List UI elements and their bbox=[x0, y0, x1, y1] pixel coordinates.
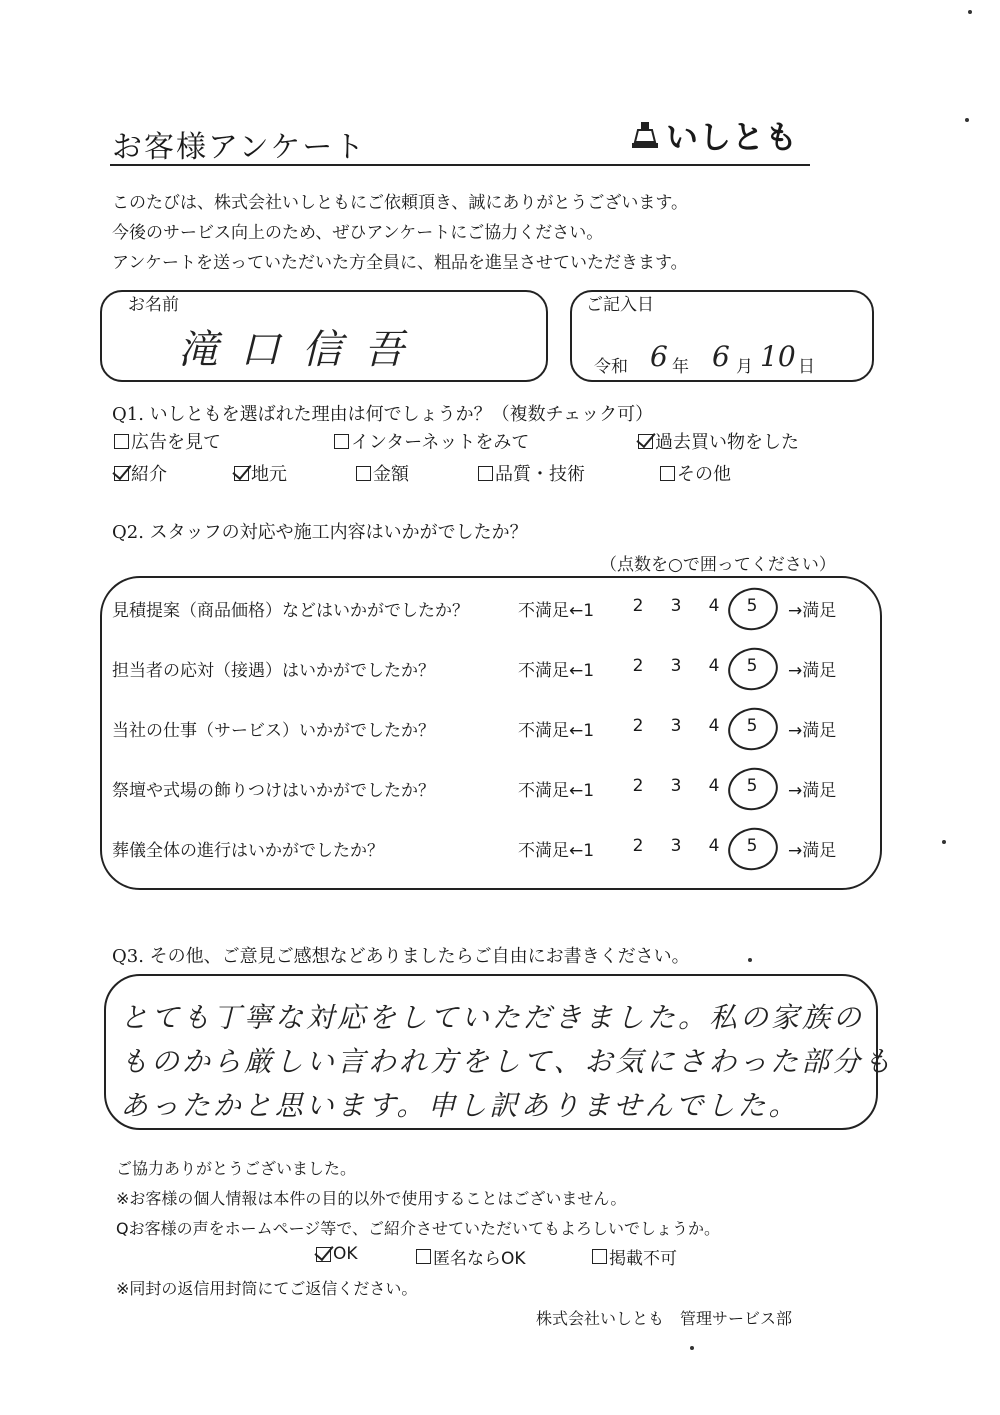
publish-checkbox-ok[interactable] bbox=[316, 1247, 331, 1262]
score-5[interactable]: 5 bbox=[746, 836, 758, 856]
score-3[interactable]: 3 bbox=[670, 596, 682, 616]
q1-checkbox-6[interactable] bbox=[478, 466, 493, 481]
score-2[interactable]: 2 bbox=[632, 596, 644, 616]
score-3[interactable]: 3 bbox=[670, 836, 682, 856]
scale-low: 不満足←1 bbox=[518, 661, 595, 681]
comment-line-1[interactable]: とても丁寧な対応をしていただきました。私の家族の bbox=[120, 1001, 865, 1034]
publish-option-no[interactable] bbox=[592, 1244, 677, 1269]
era-label: 令和 bbox=[594, 357, 628, 377]
scale-high: →満足 bbox=[788, 721, 837, 741]
q1-option-internet[interactable] bbox=[334, 428, 529, 454]
score-5[interactable]: 5 bbox=[746, 716, 758, 736]
q1-option-local[interactable] bbox=[234, 460, 287, 486]
name-value[interactable]: 滝口信吾 bbox=[178, 327, 426, 373]
title-underline bbox=[110, 164, 810, 166]
return-note: ※同封の返信用封筒にてご返信ください。 bbox=[116, 1279, 418, 1298]
q1-option-label: その他 bbox=[677, 464, 731, 485]
q2-question: Q2. スタッフの対応や施工内容はいかがでしたか？ bbox=[112, 522, 528, 543]
company-department: 株式会社いしとも 管理サービス部 bbox=[536, 1309, 793, 1328]
scale-high: →満足 bbox=[788, 661, 837, 681]
q1-option-label: インターネットをみて bbox=[351, 432, 530, 453]
q1-checkbox-2[interactable] bbox=[638, 434, 653, 449]
score-4[interactable]: 4 bbox=[708, 716, 720, 736]
rating-question: 担当者の応対（接遇）はいかがでしたか？ bbox=[112, 661, 435, 681]
score-4[interactable]: 4 bbox=[708, 836, 720, 856]
rating-row-staff bbox=[112, 656, 852, 686]
score-2[interactable]: 2 bbox=[632, 836, 644, 856]
q1-checkbox-1[interactable] bbox=[334, 434, 349, 449]
rating-question: 当社の仕事（サービス）いかがでしたか？ bbox=[112, 721, 435, 741]
q1-option-label: 金額 bbox=[373, 464, 409, 485]
rating-row-decoration bbox=[112, 776, 852, 806]
q1-checkbox-0[interactable] bbox=[114, 434, 129, 449]
date-label: ご記入日 bbox=[586, 295, 654, 315]
q1-option-label: 過去買い物をした bbox=[655, 432, 799, 453]
scale-low: 不満足←1 bbox=[518, 721, 595, 741]
q1-option-other[interactable] bbox=[660, 460, 731, 486]
score-2[interactable]: 2 bbox=[632, 776, 644, 796]
publish-checkbox-anonymous[interactable] bbox=[416, 1249, 431, 1264]
thanks-text: ご協力ありがとうございました。 bbox=[116, 1159, 357, 1178]
scale-high: →満足 bbox=[788, 781, 837, 801]
intro-line-3: アンケートを送っていただいた方全員に、粗品を進呈させていただきます。 bbox=[112, 253, 688, 273]
comment-line-3[interactable]: あったかと思います。申し訳ありませんでした。 bbox=[120, 1089, 800, 1122]
tombstone-icon bbox=[630, 120, 660, 150]
score-3[interactable]: 3 bbox=[670, 776, 682, 796]
q1-option-label: 品質・技術 bbox=[495, 464, 585, 485]
intro-line-2: 今後のサービス向上のため、ぜひアンケートにご協力ください。 bbox=[112, 223, 604, 243]
q1-option-label: 地元 bbox=[251, 464, 287, 485]
q1-option-label: 広告を見て bbox=[131, 432, 221, 453]
survey-title: お客様アンケート bbox=[112, 130, 367, 165]
q1-checkbox-3[interactable] bbox=[114, 466, 129, 481]
scan-speck bbox=[968, 10, 972, 14]
q1-checkbox-5[interactable] bbox=[356, 466, 371, 481]
date-day[interactable]: 10 bbox=[760, 340, 796, 373]
rating-question: 見積提案（商品価格）などはいかがでしたか？ bbox=[112, 601, 469, 621]
q1-checkbox-7[interactable] bbox=[660, 466, 675, 481]
rating-question: 祭壇や式場の飾りつけはいかがでしたか？ bbox=[112, 781, 435, 801]
score-4[interactable]: 4 bbox=[708, 776, 720, 796]
q1-option-label: 紹介 bbox=[131, 464, 167, 485]
rating-row-service bbox=[112, 716, 852, 746]
company-logo bbox=[630, 112, 798, 158]
rating-question: 葬儀全体の進行はいかがでしたか？ bbox=[112, 841, 384, 861]
rating-row-overall bbox=[112, 836, 852, 866]
name-label: お名前 bbox=[128, 295, 179, 315]
score-4[interactable]: 4 bbox=[708, 656, 720, 676]
day-unit: 日 bbox=[798, 357, 815, 377]
publish-option-ok[interactable] bbox=[316, 1244, 358, 1264]
scan-speck bbox=[748, 958, 752, 962]
publish-option-anonymous[interactable] bbox=[416, 1244, 526, 1269]
year-unit: 年 bbox=[672, 357, 689, 377]
scan-speck bbox=[942, 840, 946, 844]
score-5[interactable]: 5 bbox=[746, 776, 758, 796]
scale-high: →満足 bbox=[788, 601, 837, 621]
q1-option-referral[interactable] bbox=[114, 460, 167, 486]
q1-question: Q1. いしともを選ばれた理由は何でしょうか？（複数チェック可） bbox=[112, 404, 654, 425]
q2-hint: （点数を○で囲ってください） bbox=[600, 555, 836, 575]
scale-low: 不満足←1 bbox=[518, 841, 595, 861]
intro-line-1: このたびは、株式会社いしともにご依頼頂き、誠にありがとうございます。 bbox=[112, 193, 688, 213]
score-5[interactable]: 5 bbox=[746, 656, 758, 676]
month-unit: 月 bbox=[736, 357, 753, 377]
score-2[interactable]: 2 bbox=[632, 656, 644, 676]
brand-name: いしとも bbox=[666, 118, 799, 156]
q1-option-ad[interactable] bbox=[114, 428, 221, 454]
date-month[interactable]: 6 bbox=[712, 340, 730, 373]
q1-option-past-purchase[interactable] bbox=[638, 428, 799, 454]
publish-option-label: 匿名ならOK bbox=[433, 1249, 526, 1269]
q1-option-price[interactable] bbox=[356, 460, 409, 486]
scale-high: →満足 bbox=[788, 841, 837, 861]
publish-checkbox-no[interactable] bbox=[592, 1249, 607, 1264]
publish-option-label: 掲載不可 bbox=[609, 1249, 677, 1269]
q1-option-quality[interactable] bbox=[478, 460, 585, 486]
score-3[interactable]: 3 bbox=[670, 656, 682, 676]
scale-low: 不満足←1 bbox=[518, 601, 595, 621]
date-year[interactable]: 6 bbox=[650, 340, 668, 373]
comment-line-2[interactable]: ものから厳しい言われ方をして、お気にさわった部分も bbox=[120, 1045, 895, 1078]
scale-low: 不満足←1 bbox=[518, 781, 595, 801]
score-4[interactable]: 4 bbox=[708, 596, 720, 616]
privacy-note: ※お客様の個人情報は本件の目的以外で使用することはございません。 bbox=[116, 1189, 627, 1208]
score-3[interactable]: 3 bbox=[670, 716, 682, 736]
scan-speck bbox=[965, 118, 969, 122]
rating-row-estimate bbox=[112, 596, 852, 626]
score-5[interactable]: 5 bbox=[746, 596, 758, 616]
scan-speck bbox=[690, 1346, 694, 1350]
publish-option-label: OK bbox=[333, 1244, 358, 1264]
q3-question: Q3. その他、ご意見ご感想などありましたらご自由にお書きください。 bbox=[112, 946, 690, 967]
publish-question: Qお客様の声をホームページ等で、ご紹介させていただいてもよろしいでしょうか。 bbox=[116, 1219, 720, 1238]
score-2[interactable]: 2 bbox=[632, 716, 644, 736]
q1-checkbox-4[interactable] bbox=[234, 466, 249, 481]
